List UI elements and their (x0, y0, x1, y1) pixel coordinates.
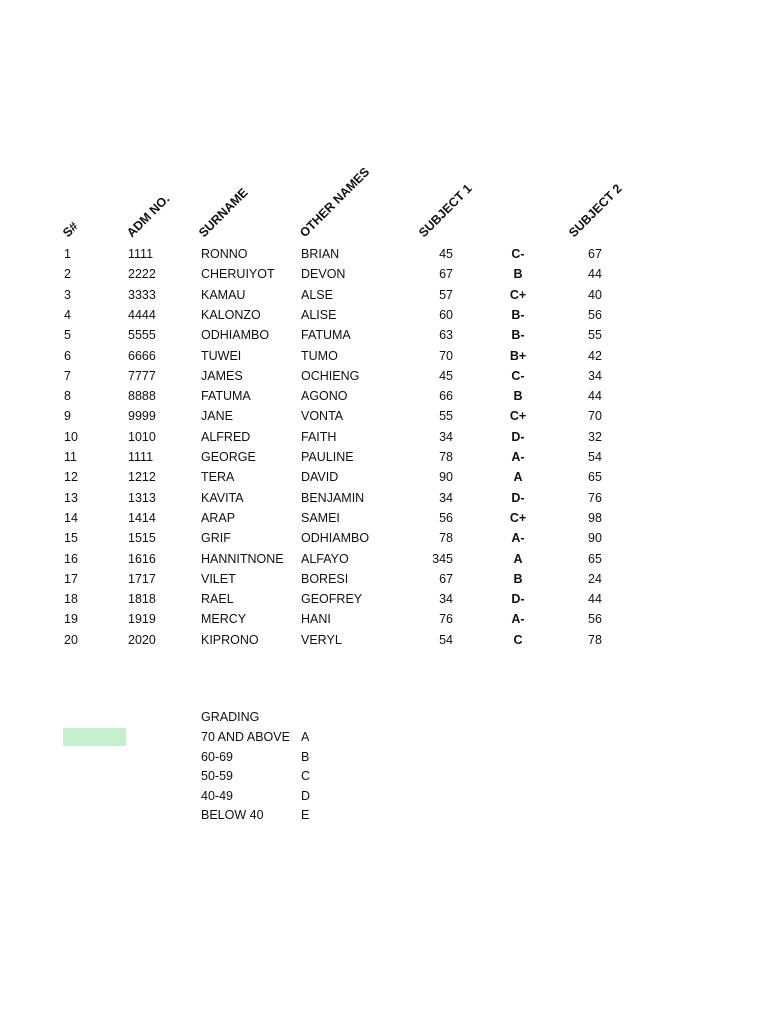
grading-grade: D (301, 788, 311, 803)
cell-grade: C- (511, 368, 525, 383)
cell-subject-1: 45 (439, 368, 453, 383)
cell-subject-2: 55 (588, 328, 602, 343)
cell-grade: B (513, 389, 523, 404)
cell-surname: VILET (201, 571, 236, 586)
cell-grade: A- (511, 450, 525, 464)
cell-subject-2: 67 (588, 247, 602, 261)
cell-subject-2: 44 (588, 592, 602, 607)
cell-surname: KAVITA (201, 490, 244, 505)
cell-adm-no: 1313 (128, 490, 156, 505)
cell-adm-no: 8888 (128, 389, 156, 404)
cell-sn: 4 (64, 307, 71, 322)
cell-adm-no: 1111 (128, 247, 154, 261)
cell-surname: KAMAU (201, 287, 246, 302)
cell-sn: 17 (64, 571, 78, 586)
cell-subject-1: 34 (439, 592, 453, 607)
cell-sn: 14 (64, 510, 78, 525)
cell-subject-1: 66 (439, 389, 453, 404)
cell-other-names: OCHIENG (301, 368, 360, 383)
cell-subject-2: 78 (588, 632, 602, 647)
cell-grade: C (513, 632, 523, 647)
cell-subject-1: 56 (439, 510, 453, 525)
cell-other-names: AGONO (301, 389, 348, 404)
cell-other-names: VERYL (301, 632, 342, 647)
cell-adm-no: 6666 (128, 348, 156, 363)
grading-grade: B (301, 749, 310, 764)
cell-grade: A- (511, 531, 525, 546)
cell-other-names: TUMO (301, 348, 338, 363)
cell-other-names: BORESI (301, 571, 349, 586)
cell-adm-no: 4444 (128, 307, 156, 322)
cell-subject-1: 67 (439, 267, 453, 282)
grading-range: BELOW 40 (201, 808, 264, 822)
cell-grade: B- (511, 328, 525, 343)
cell-adm-no: 5555 (128, 328, 156, 343)
cell-sn: 19 (64, 612, 78, 627)
cell-adm-no: 1616 (128, 551, 156, 566)
cell-sn: 11 (64, 450, 77, 464)
cell-adm-no: 2020 (128, 632, 156, 647)
cell-subject-2: 98 (588, 510, 602, 525)
cell-grade: C+ (509, 510, 527, 525)
cell-other-names: SAMEI (301, 510, 340, 525)
cell-adm-no: 1414 (128, 510, 156, 525)
cell-sn: 2 (64, 267, 71, 282)
cell-subject-1: 34 (439, 429, 453, 444)
cell-other-names: HANI (301, 612, 331, 627)
cell-sn: 5 (64, 328, 71, 343)
cell-subject-1: 45 (439, 247, 453, 261)
cell-subject-1: 90 (439, 470, 453, 485)
highlighted-cell[interactable] (63, 728, 126, 746)
cell-subject-1: 67 (439, 571, 453, 586)
cell-sn: 3 (64, 287, 71, 302)
cell-surname: CHERUIYOT (201, 267, 275, 282)
cell-subject-2: 70 (588, 409, 602, 424)
grading-grade: E (301, 808, 310, 822)
cell-surname: ALFRED (201, 429, 251, 444)
cell-subject-2: 34 (588, 368, 602, 383)
header-subject-2: SUBJECT 2 (566, 181, 625, 240)
cell-other-names: ODHIAMBO (301, 531, 370, 546)
cell-surname: JAMES (201, 368, 243, 383)
cell-other-names: FATUMA (301, 328, 351, 343)
cell-surname: ODHIAMBO (201, 328, 270, 343)
cell-other-names: BENJAMIN (301, 490, 365, 505)
cell-other-names: FAITH (301, 429, 337, 444)
cell-grade: B- (511, 307, 525, 322)
cell-adm-no: 1111 (128, 450, 154, 464)
cell-adm-no: 3333 (128, 287, 156, 302)
header-surname: SURNAME (196, 185, 251, 240)
cell-adm-no: 2222 (128, 267, 156, 282)
header-adm-no: ADM NO. (124, 191, 173, 240)
cell-subject-2: 42 (588, 348, 602, 363)
cell-other-names: ALFAYO (301, 551, 349, 566)
cell-surname: ARAP (201, 510, 236, 525)
cell-adm-no: 1818 (128, 592, 156, 607)
cell-sn: 8 (64, 389, 71, 404)
cell-subject-1: 55 (439, 409, 453, 424)
cell-grade: D- (511, 490, 525, 505)
cell-grade: D- (511, 592, 525, 607)
cell-subject-1: 57 (439, 287, 453, 302)
cell-grade: C- (511, 247, 525, 261)
cell-adm-no: 1010 (128, 429, 156, 444)
cell-subject-1: 78 (439, 531, 453, 546)
cell-sn: 6 (64, 348, 71, 363)
grading-grade: A (301, 730, 310, 744)
cell-grade: B (513, 571, 523, 586)
cell-subject-1: 60 (439, 307, 453, 322)
cell-adm-no: 1212 (128, 470, 156, 485)
cell-sn: 18 (64, 592, 78, 607)
grading-grade: C (301, 769, 311, 783)
grading-range: 40-49 (201, 788, 233, 803)
cell-grade: A- (511, 612, 525, 627)
cell-subject-1: 54 (439, 632, 453, 647)
cell-surname: GRIF (201, 531, 231, 546)
cell-subject-2: 54 (588, 450, 602, 464)
cell-sn: 10 (64, 429, 78, 444)
cell-grade: B (513, 267, 523, 282)
cell-grade: D- (511, 429, 525, 444)
cell-subject-1: 63 (439, 328, 453, 343)
cell-other-names: VONTA (301, 409, 344, 424)
cell-subject-2: 44 (588, 267, 602, 282)
grading-range: 70 AND ABOVE (201, 730, 290, 744)
cell-grade: A (513, 470, 523, 485)
header-other-names: OTHER NAMES (297, 164, 373, 240)
header-subject-1: SUBJECT 1 (416, 181, 475, 240)
cell-grade: C+ (509, 287, 527, 302)
cell-sn: 20 (64, 632, 78, 647)
cell-adm-no: 1919 (128, 612, 156, 627)
cell-adm-no: 1515 (128, 531, 156, 546)
grading-range: 60-69 (201, 749, 233, 764)
cell-sn: 12 (64, 470, 78, 485)
cell-adm-no: 7777 (128, 368, 156, 383)
grading-title: GRADING (201, 710, 260, 724)
cell-subject-2: 76 (588, 490, 602, 505)
cell-subject-1: 34 (439, 490, 453, 505)
cell-surname: JANE (201, 409, 233, 424)
cell-subject-2: 32 (588, 429, 602, 444)
cell-sn: 7 (64, 368, 71, 383)
cell-adm-no: 9999 (128, 409, 156, 424)
cell-sn: 13 (64, 490, 78, 505)
cell-subject-2: 65 (588, 551, 602, 566)
cell-surname: GEORGE (201, 450, 256, 464)
cell-subject-2: 56 (588, 307, 602, 322)
cell-subject-2: 44 (588, 389, 602, 404)
cell-surname: KIPRONO (201, 632, 259, 647)
cell-sn: 16 (64, 551, 78, 566)
cell-surname: MERCY (201, 612, 247, 627)
cell-surname: TERA (201, 470, 235, 485)
cell-subject-1: 345 (432, 551, 453, 566)
cell-grade: B+ (509, 348, 527, 363)
cell-sn: 1 (64, 247, 71, 261)
cell-other-names: GEOFREY (301, 592, 363, 607)
cell-other-names: DEVON (301, 267, 346, 282)
cell-subject-2: 65 (588, 470, 602, 485)
cell-other-names: DAVID (301, 470, 339, 485)
cell-subject-2: 56 (588, 612, 602, 627)
cell-grade: A (513, 551, 523, 566)
cell-other-names: BRIAN (301, 247, 340, 261)
grading-range: 50-59 (201, 769, 233, 783)
cell-subject-1: 78 (439, 450, 453, 464)
cell-surname: TUWEI (201, 348, 242, 363)
cell-surname: KALONZO (201, 307, 261, 322)
cell-adm-no: 1717 (128, 571, 156, 586)
cell-surname: HANNITNONE (201, 551, 284, 566)
cell-surname: FATUMA (201, 389, 251, 404)
cell-subject-2: 24 (588, 571, 602, 586)
cell-surname: RONNO (201, 247, 248, 261)
cell-surname: RAEL (201, 592, 234, 607)
cell-sn: 9 (64, 409, 71, 424)
cell-other-names: ALISE (301, 307, 337, 322)
cell-sn: 15 (64, 531, 78, 546)
cell-other-names: ALSE (301, 287, 333, 302)
cell-subject-2: 90 (588, 531, 602, 546)
cell-grade: C+ (509, 409, 527, 424)
cell-subject-2: 40 (588, 287, 602, 302)
cell-subject-1: 76 (439, 612, 453, 627)
cell-other-names: PAULINE (301, 450, 354, 464)
cell-subject-1: 70 (439, 348, 453, 363)
header-sn: S# (60, 219, 81, 240)
